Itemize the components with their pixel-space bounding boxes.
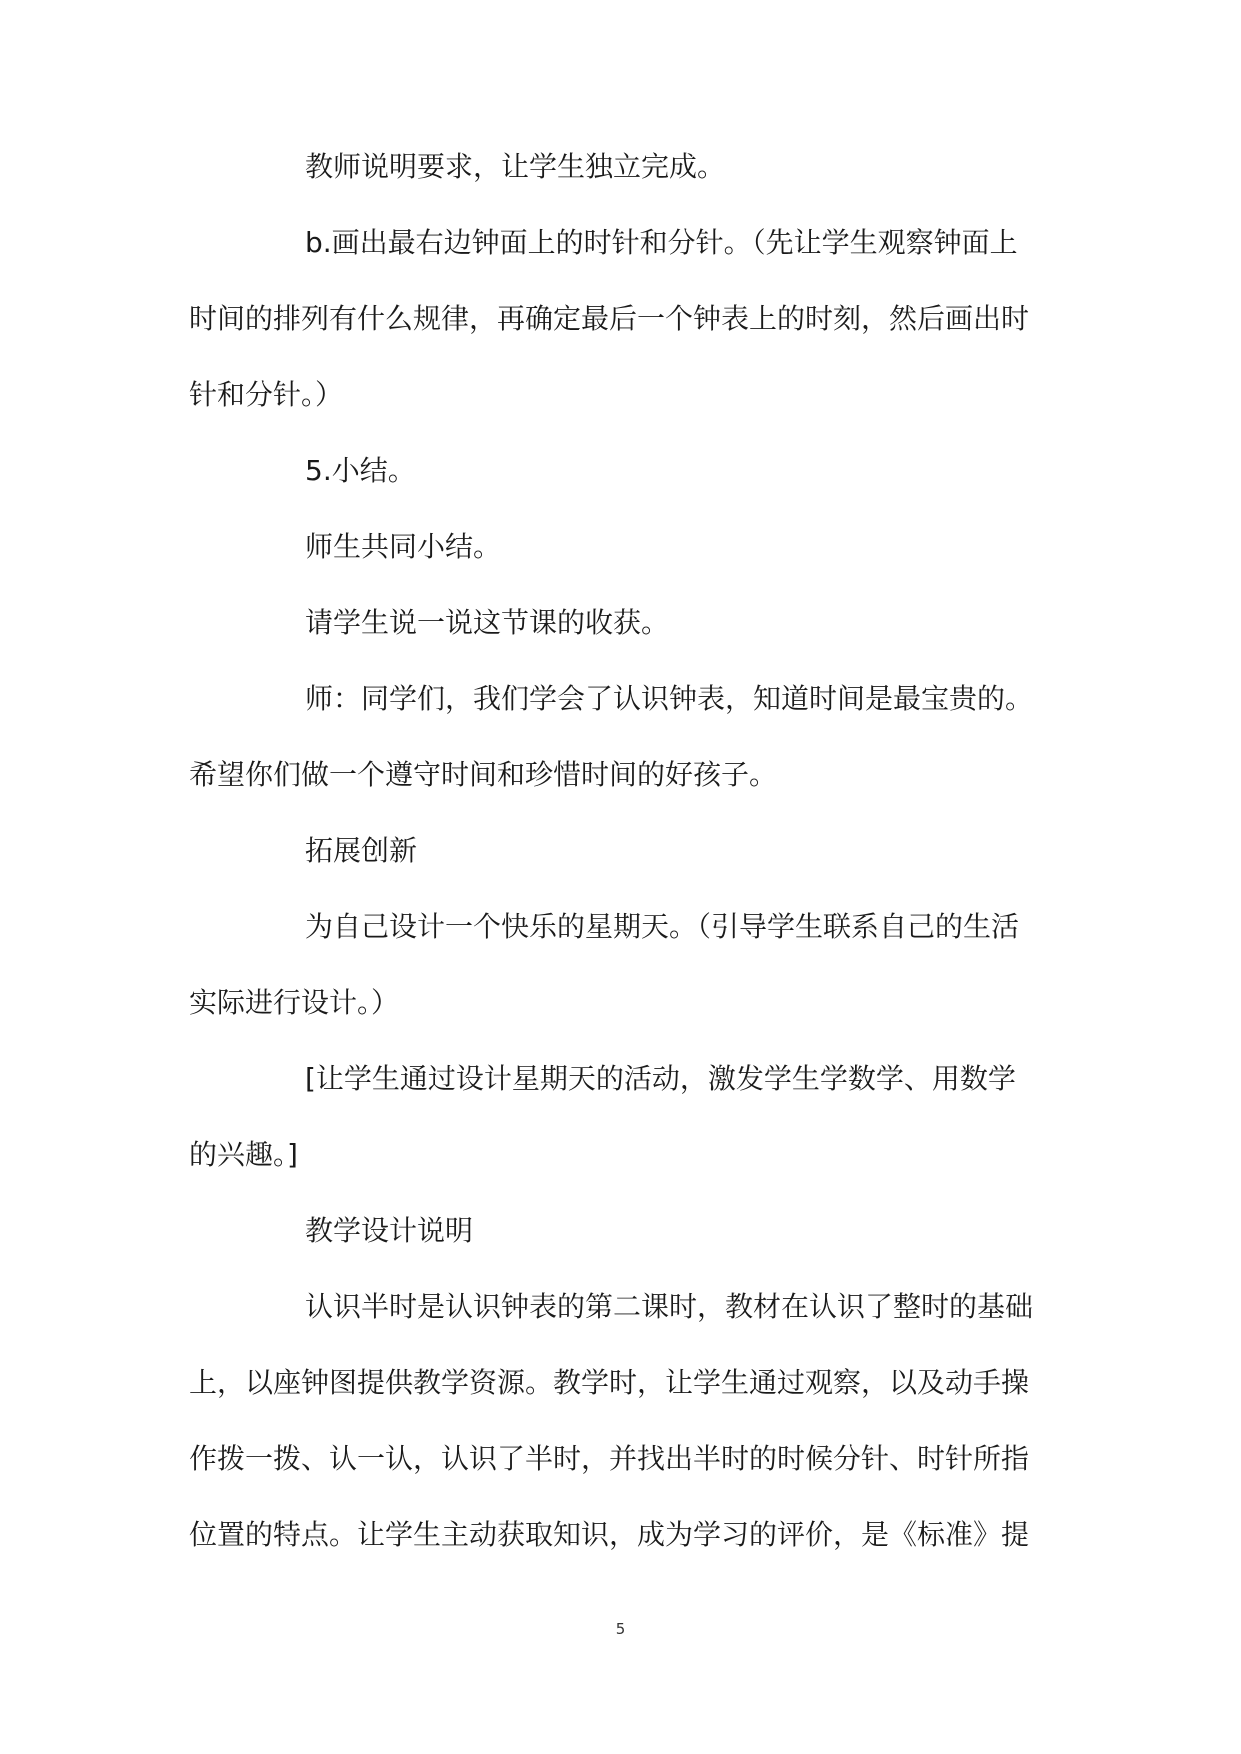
page-number: 5 xyxy=(615,1620,626,1638)
paragraph-line: 认识半时是认识钟表的第二课时，教材在认识了整时的基础 xyxy=(305,1290,1034,1323)
paragraph-line: 上，以座钟图提供教学资源。教学时，让学生通过观察，以及动手操 xyxy=(189,1366,1030,1399)
paragraph-line: 的兴趣。] xyxy=(189,1138,298,1171)
paragraph-line: 师：同学们，我们学会了认识钟表，知道时间是最宝贵的。 xyxy=(305,682,1034,715)
paragraph-line: 请学生说一说这节课的收获。 xyxy=(305,606,670,639)
paragraph-line: 时间的排列有什么规律，再确定最后一个钟表上的时刻，然后画出时 xyxy=(189,302,1030,335)
paragraph-line: 师生共同小结。 xyxy=(305,530,502,563)
paragraph-line: 教师说明要求，让学生独立完成。 xyxy=(305,150,726,183)
paragraph-line: 针和分针。） xyxy=(189,378,344,411)
paragraph-line: 位置的特点。让学生主动获取知识，成为学习的评价，是《标准》提 xyxy=(189,1518,1030,1551)
paragraph-line: [让学生通过设计星期天的活动，激发学生学数学、用数学 xyxy=(305,1062,1016,1095)
section-heading: 教学设计说明 xyxy=(305,1214,474,1247)
paragraph-line: 作拨一拨、认一认，认识了半时，并找出半时的时候分针、时针所指 xyxy=(189,1442,1030,1475)
paragraph-line: 实际进行设计。） xyxy=(189,986,400,1019)
section-heading: 拓展创新 xyxy=(305,834,418,867)
paragraph-line: b.画出最右边钟面上的时针和分针。（先让学生观察钟面上 xyxy=(305,226,1018,259)
paragraph-line: 为自己设计一个快乐的星期天。（引导学生联系自己的生活 xyxy=(305,910,1020,943)
paragraph-line: 希望你们做一个遵守时间和珍惜时间的好孩子。 xyxy=(189,758,778,791)
section-heading: 5.小结。 xyxy=(305,454,416,487)
